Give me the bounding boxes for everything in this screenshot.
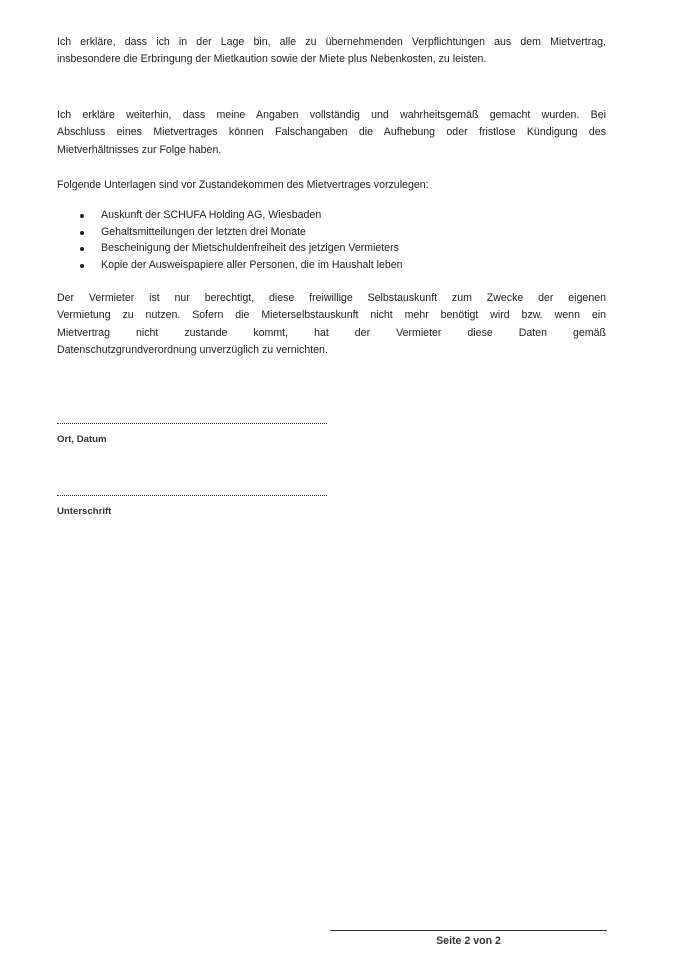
list-item: Auskunft der SCHUFA Holding AG, Wiesbaden xyxy=(80,207,403,224)
text-line: Vermietung zu nutzen. Sofern die Mieterselbstauskunft nicht mehr benötigt wird bzw. wenn ein xyxy=(57,309,606,322)
text-line: insbesondere die Erbringung der Mietkaution sowie der Miete plus Nebenkosten, zu leisten. xyxy=(57,53,487,66)
text-line: Mietverhältnisses zur Folge haben. xyxy=(57,143,222,156)
footer-divider xyxy=(330,930,607,931)
list-item: Bescheinigung der Mietschuldenfreiheit des jetzigen Vermieters xyxy=(80,240,403,257)
place-date-label: Ort, Datum xyxy=(57,434,107,445)
list-item: Gehaltsmitteilungen der letzten drei Monate xyxy=(80,224,403,241)
documents-list xyxy=(80,207,403,274)
paragraph-obligations xyxy=(57,34,606,69)
paragraph-truthfulness xyxy=(57,107,606,159)
text-line: Datenschutzgrundverordnung unverzüglich zu vernichten. xyxy=(57,343,328,356)
list-item: Kopie der Ausweispapiere aller Personen, die im Haushalt leben xyxy=(80,257,403,274)
paragraph-documents-intro xyxy=(57,177,606,194)
text-line: Folgende Unterlagen sind vor Zustandekommen des Mietvertrages vorzulegen: xyxy=(57,179,429,191)
text-line: Der Vermieter ist nur berechtigt, diese freiwillige Selbstauskunft zum Zwecke der eigenen xyxy=(57,292,606,304)
page-number: Seite 2 von 2 xyxy=(436,935,501,947)
text-line: Ich erkläre, dass ich in der Lage bin, alle zu übernehmenden Verpflichtungen aus dem Mietvertrag, xyxy=(57,36,606,48)
signature-line xyxy=(57,495,327,496)
text-line: Mietvertrag nicht zustande kommt, hat der Vermieter diese Daten gemäß xyxy=(57,326,606,339)
text-line: Abschluss eines Mietvertrages können Falschangaben die Aufhebung oder fristlose Kündigung des xyxy=(57,126,606,139)
signature-label: Unterschrift xyxy=(57,506,112,517)
text-line: Ich erkläre weiterhin, dass meine Angaben vollständig und wahrheitsgemäß gemacht wurden. Bei xyxy=(57,109,606,121)
paragraph-data-protection xyxy=(57,290,606,359)
place-date-line xyxy=(57,423,327,424)
